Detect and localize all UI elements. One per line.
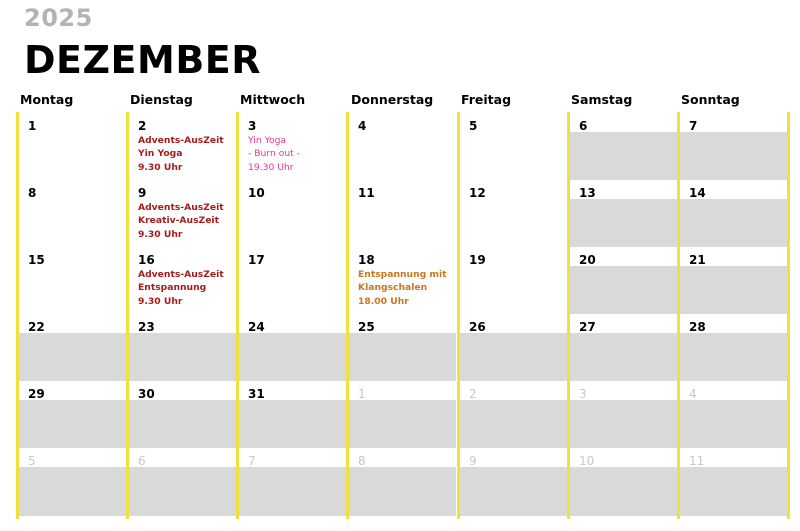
- day-cell[interactable]: [677, 113, 790, 180]
- day-cell-shading: [677, 467, 790, 516]
- day-cell[interactable]: [16, 113, 126, 180]
- day-number: 18: [358, 253, 375, 267]
- day-number: 9: [469, 454, 477, 468]
- day-cell[interactable]: [236, 314, 346, 381]
- day-cell[interactable]: [567, 113, 677, 180]
- day-number: 5: [469, 119, 478, 133]
- day-cell[interactable]: [346, 381, 456, 448]
- weekday-label: Montag: [20, 92, 74, 107]
- day-cell-shading: [677, 266, 790, 314]
- day-cell-shading: [457, 467, 567, 516]
- day-cell[interactable]: [457, 180, 567, 247]
- day-number: 24: [248, 320, 265, 334]
- day-number: 5: [28, 454, 36, 468]
- calendar-month-title: DEZEMBER: [24, 38, 262, 82]
- weekday-label: Samstag: [571, 92, 633, 107]
- day-number: 13: [579, 186, 596, 200]
- day-number: 8: [28, 186, 37, 200]
- day-cell[interactable]: [126, 247, 236, 314]
- day-cell-shading: [567, 467, 677, 516]
- day-cell[interactable]: [346, 180, 456, 247]
- day-cell-shading: [567, 199, 677, 247]
- day-number: 3: [248, 119, 257, 133]
- event-text[interactable]: Advents-AusZeit Entspannung 9.30 Uhr: [138, 269, 224, 307]
- event-text[interactable]: Entspannung mit Klangschalen 18.00 Uhr: [358, 269, 447, 307]
- day-number: 28: [689, 320, 706, 334]
- day-cell-shading: [16, 467, 126, 516]
- day-cell-shading: [346, 333, 456, 381]
- day-number: 4: [689, 387, 697, 401]
- day-number: 7: [689, 119, 698, 133]
- day-number: 29: [28, 387, 45, 401]
- day-cell-shading: [567, 132, 677, 180]
- day-number: 11: [689, 454, 705, 468]
- day-number: 31: [248, 387, 265, 401]
- day-cell-shading: [126, 333, 236, 381]
- day-cell[interactable]: [236, 448, 346, 516]
- event-text[interactable]: Yin Yoga - Burn out - 19.30 Uhr: [248, 135, 301, 173]
- day-number: 14: [689, 186, 706, 200]
- day-number: 12: [469, 186, 486, 200]
- day-cell[interactable]: [126, 180, 236, 247]
- column-divider: [567, 112, 570, 519]
- day-cell-shading: [126, 400, 236, 448]
- day-number: 1: [358, 387, 366, 401]
- weekday-label: Sonntag: [681, 92, 740, 107]
- day-number: 16: [138, 253, 155, 267]
- day-number: 19: [469, 253, 486, 267]
- day-cell-shading: [346, 467, 456, 516]
- day-number: 22: [28, 320, 45, 334]
- column-divider: [126, 112, 129, 519]
- day-cell[interactable]: [346, 448, 456, 516]
- day-cell[interactable]: [677, 180, 790, 247]
- day-cell-shading: [346, 400, 456, 448]
- day-cell-shading: [236, 400, 346, 448]
- day-number: 15: [28, 253, 45, 267]
- day-cell[interactable]: [457, 314, 567, 381]
- day-cell-shading: [457, 400, 567, 448]
- day-cell[interactable]: [567, 247, 677, 314]
- day-cell-shading: [677, 199, 790, 247]
- day-cell-shading: [677, 333, 790, 381]
- day-number: 10: [579, 454, 595, 468]
- day-number: 3: [579, 387, 587, 401]
- day-number: 2: [138, 119, 147, 133]
- event-text[interactable]: Advents-AusZeit Kreativ-AusZeit 9.30 Uhr: [138, 202, 224, 240]
- day-cell[interactable]: [16, 381, 126, 448]
- day-cell[interactable]: [236, 381, 346, 448]
- day-cell[interactable]: [126, 314, 236, 381]
- day-cell[interactable]: [16, 314, 126, 381]
- day-cell[interactable]: [457, 247, 567, 314]
- day-number: 26: [469, 320, 486, 334]
- day-cell[interactable]: [457, 113, 567, 180]
- day-cell[interactable]: [457, 448, 567, 516]
- day-number: 11: [358, 186, 375, 200]
- day-cell[interactable]: [567, 180, 677, 247]
- column-divider: [457, 112, 460, 519]
- day-cell[interactable]: [346, 113, 456, 180]
- calendar-year: 2025: [24, 4, 93, 32]
- day-cell[interactable]: [346, 247, 456, 314]
- day-cell-shading: [457, 333, 567, 381]
- weekday-label: Dienstag: [130, 92, 193, 107]
- day-cell[interactable]: [346, 314, 456, 381]
- day-cell[interactable]: [126, 113, 236, 180]
- day-cell[interactable]: [126, 448, 236, 516]
- day-cell[interactable]: [16, 247, 126, 314]
- day-cell[interactable]: [677, 381, 790, 448]
- day-number: 23: [138, 320, 155, 334]
- day-number: 4: [358, 119, 367, 133]
- day-cell[interactable]: [236, 113, 346, 180]
- day-number: 7: [248, 454, 256, 468]
- day-cell-shading: [567, 400, 677, 448]
- weekday-label: Freitag: [461, 92, 512, 107]
- day-number: 6: [579, 119, 588, 133]
- column-divider: [677, 112, 680, 519]
- day-number: 8: [358, 454, 366, 468]
- day-cell-shading: [236, 333, 346, 381]
- day-number: 25: [358, 320, 375, 334]
- day-number: 9: [138, 186, 147, 200]
- day-cell[interactable]: [567, 381, 677, 448]
- day-cell[interactable]: [677, 247, 790, 314]
- day-number: 27: [579, 320, 596, 334]
- day-number: 1: [28, 119, 37, 133]
- column-divider: [16, 112, 19, 519]
- day-cell-shading: [16, 400, 126, 448]
- column-divider: [346, 112, 349, 519]
- day-cell-shading: [677, 400, 790, 448]
- day-cell-shading: [567, 266, 677, 314]
- day-cell[interactable]: [16, 180, 126, 247]
- event-text[interactable]: Advents-AusZeit Yin Yoga 9.30 Uhr: [138, 135, 224, 173]
- day-cell-shading: [567, 333, 677, 381]
- day-number: 20: [579, 253, 596, 267]
- weekday-label: Mittwoch: [240, 92, 306, 107]
- day-cell-shading: [236, 467, 346, 516]
- day-number: 21: [689, 253, 706, 267]
- day-cell-shading: [126, 467, 236, 516]
- column-divider: [236, 112, 239, 519]
- day-number: 17: [248, 253, 265, 267]
- day-cell[interactable]: [236, 247, 346, 314]
- day-number: 30: [138, 387, 155, 401]
- column-divider: [787, 112, 790, 519]
- day-cell[interactable]: [457, 381, 567, 448]
- day-cell-shading: [677, 132, 790, 180]
- day-number: 6: [138, 454, 146, 468]
- day-cell[interactable]: [567, 448, 677, 516]
- day-cell[interactable]: [16, 448, 126, 516]
- day-cell[interactable]: [126, 381, 236, 448]
- day-cell[interactable]: [236, 180, 346, 247]
- day-cell[interactable]: [677, 314, 790, 381]
- day-cell-shading: [16, 333, 126, 381]
- day-number: 10: [248, 186, 265, 200]
- weekday-label: Donnerstag: [351, 92, 434, 107]
- day-cell[interactable]: [567, 314, 677, 381]
- day-cell[interactable]: [677, 448, 790, 516]
- day-number: 2: [469, 387, 477, 401]
